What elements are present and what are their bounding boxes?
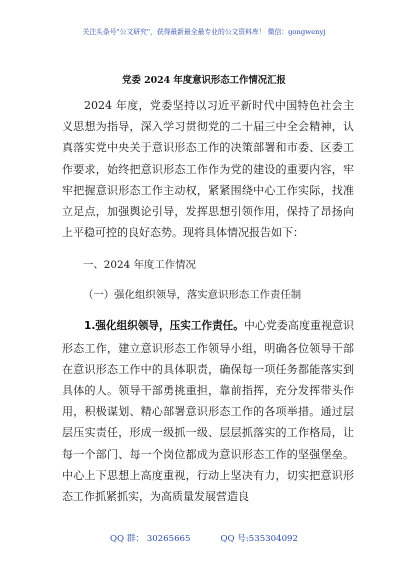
point-body: 中心党委高度重视意识形态工作，建立意识形态工作领导小组，明确各位领导干部在意识形态工作中的具体职责，确保每一项任务都能落实到具体的人。领导干部勇挑重担，靠前指挥，充分发挥带头作用，积极谋划、精心部署意识形态工作的各项举措。通过层层压实责任，形成一级抓一级、层层抓落实的工作格局，让每一个部门、每一个岗位都成为意识形态工作的坚强堡垒。中心上下思想上高度重视，行动上坚决有力，切实把意识形态工作抓紧抓实，为高质量发展营造良 [62,319,354,504]
section-heading: 一、2024 年度工作情况 [83,259,196,272]
intro-paragraph: 2024 年度，党委坚持以习近平新时代中国特色社会主义思想为指导，深入学习贯彻党的二十届三中全会精神，认真落实党中央关于意识形态工作的决策部署和市委、区委工作要求，始终把意识形态工作作为党的建设的重要内容，牢牢把握意识形态工作主动权，紧紧围绕中心工作实际，找准立足点，加强舆论引导，发挥思想引领作用，保持了昂扬向上平稳可控的良好态势。现将具体情况报告如下： [62,99,354,240]
qq-group: QQ 群： 30265665 [109,534,191,544]
point-paragraph [62,315,354,507]
header-banner: 关注头条号"公文研究"，获得最新最全最专业的公文资料库！ 微信：gongwenyj [82,28,326,36]
document-body [62,95,354,507]
subsection-heading: （一）强化组织领导，落实意识形态工作责任制 [83,289,302,302]
footer-contacts [0,532,408,544]
document-title: 党委 2024 年度意识形态工作情况汇报 [122,75,286,86]
point-lead: 1.强化组织领导，压实工作责任。 [84,320,244,333]
qq-number: QQ 号:535304092 [220,534,298,544]
